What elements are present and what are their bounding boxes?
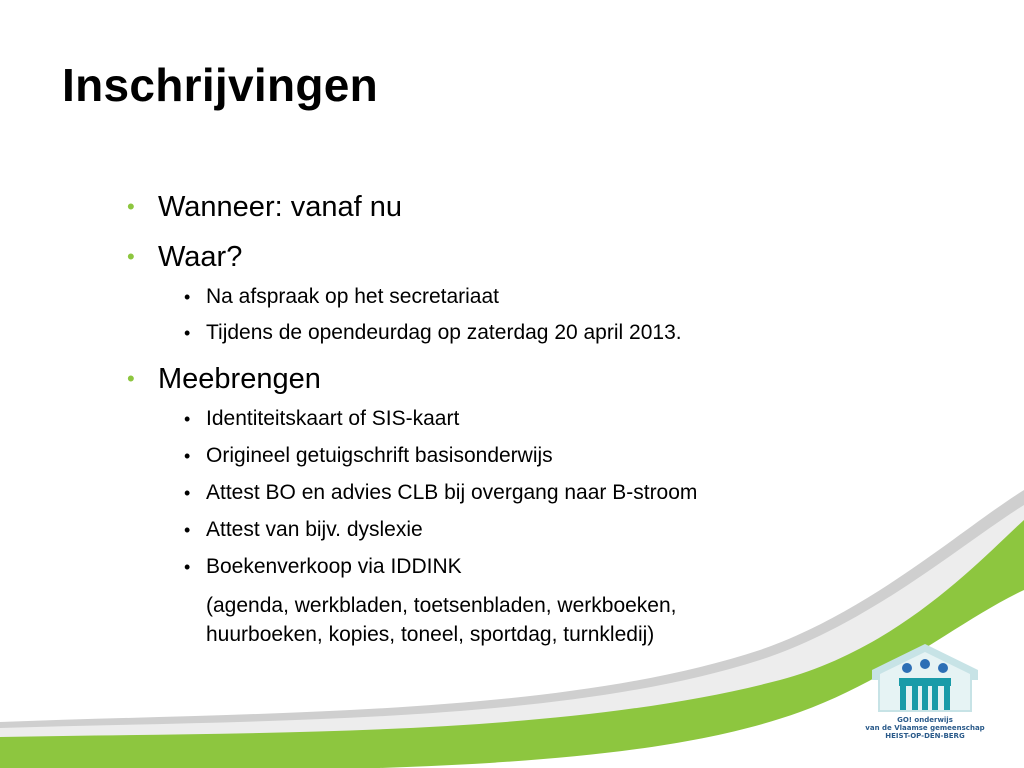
continuation-line: huurboeken, kopies, toneel, sportdag, turnkledij) — [206, 623, 655, 646]
bullet-icon: • — [127, 366, 135, 391]
bullet-icon: • — [127, 244, 135, 269]
sub-bullet-icon: • — [184, 557, 191, 577]
continuation-line: (agenda, werkbladen, toetsenbladen, werkboeken, — [206, 594, 677, 617]
sub-bullet-icon: • — [184, 483, 191, 503]
sub-bullet-icon: • — [184, 409, 191, 429]
sub-bullet-icon: • — [184, 287, 191, 307]
sub-bullet-icon: • — [184, 446, 191, 466]
school-logo — [866, 640, 984, 720]
bullet-item: Wanneer: vanaf nu — [158, 191, 402, 223]
sub-bullet-item: Boekenverkoop via IDDINK — [206, 555, 462, 578]
sub-bullet-icon: • — [184, 323, 191, 343]
bullet-item: Meebrengen — [158, 363, 321, 395]
bullet-icon: • — [127, 194, 135, 219]
sub-bullet-item: Origineel getuigschrift basisonderwijs — [206, 444, 553, 467]
logo-caption-1: GO! onderwijs — [897, 716, 953, 724]
sub-bullet-item: Attest van bijv. dyslexie — [206, 518, 423, 541]
sub-bullet-item: Attest BO en advies CLB bij overgang naar B-stroom — [206, 481, 698, 504]
slide-title: Inschrijvingen — [62, 59, 379, 111]
logo-caption-3: HEIST-OP-DEN-BERG — [885, 732, 965, 740]
sub-bullet-item: Identiteitskaart of SIS-kaart — [206, 407, 460, 430]
sub-bullet-icon: • — [184, 520, 191, 540]
sub-bullet-item: Na afspraak op het secretariaat — [206, 285, 499, 308]
sub-bullet-item: Tijdens de opendeurdag op zaterdag 20 april 2013. — [206, 321, 682, 344]
logo-caption-2: van de Vlaamse gemeenschap — [865, 724, 985, 732]
bullet-item: Waar? — [158, 241, 243, 273]
